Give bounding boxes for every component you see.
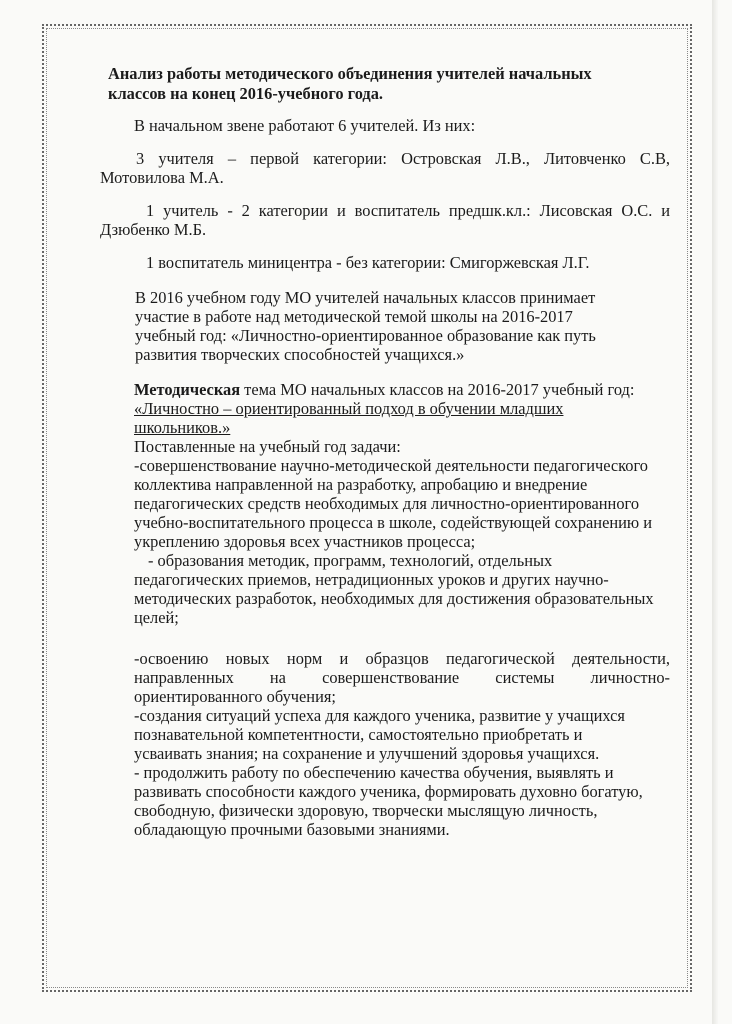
tasks-heading: Поставленные на учебный год задачи: [134,437,401,456]
task-5: - продолжить работу по обеспечению качества обучения, выявлять и развивать способности каждого ученика, формировать духовно богатую, свободную, физически здоровую, творчески мыслящую личность, обладающую прочными базовыми знаниями. [134,763,643,839]
task-4: -создания ситуаций успеха для каждого ученика, развитие у учащихся познавательной компетентности, самостоятельно приобретать и усваивать знания; на сохранение и улучшений здоровья учащихся. [134,706,625,763]
task-1: -совершенствование научно-методической деятельности педагогического коллектива направленной на разработку, апробацию и внедрение педагогических средств необходимых для личностно-ориентированного учебно-воспитательного процесса в школе, содействующей сохранению и укреплению здоровья всех участников процесса; [134,456,653,551]
document-body [100,64,670,839]
method-theme: «Личностно – ориентированный подход в обучении младших школьников.» [134,399,564,437]
method-line [134,380,670,399]
scan-edge [712,0,718,1024]
category-1-paragraph: 3 учителя – первой категории: Островская Л.В., Литовченко С.В, Мотовилова М.А. [100,149,670,187]
method-bold-word: Методическая [134,380,241,399]
mo-paragraph: В 2016 учебном году МО учителей начальных классов принимает участие в работе над методической темой школы на 2016-2017 учебный год: «Личностно-ориентированное образование как путь развития творческих способностей учащихся.» [135,288,596,364]
document-title: Анализ работы методического объединения учителей начальных классов на конец 2016-учебного года. [108,64,592,103]
task-3: -освоению новых норм и образцов педагогической деятельности, направленных на совершенствование системы личностно-ориентированного обучения; [134,649,670,706]
method-rest: тема МО начальных классов на 2016-2017 учебный год: [240,380,635,399]
category-3-paragraph: 1 воспитатель миницентра - без категории: Смигоржевская Л.Г. [146,253,590,272]
task-2: - образования методик, программ, технологий, отдельных педагогических приемов, нетрадиционных уроков и других научно-методических разработок, необходимых для достижения образовательных целей; [134,551,654,627]
category-2-paragraph: 1 учитель - 2 категории и воспитатель предшк.кл.: Лисовская О.С. и Дзюбенко М.Б. [100,201,670,239]
intro-paragraph: В начальном звене работают 6 учителей. Из них: [134,116,476,135]
